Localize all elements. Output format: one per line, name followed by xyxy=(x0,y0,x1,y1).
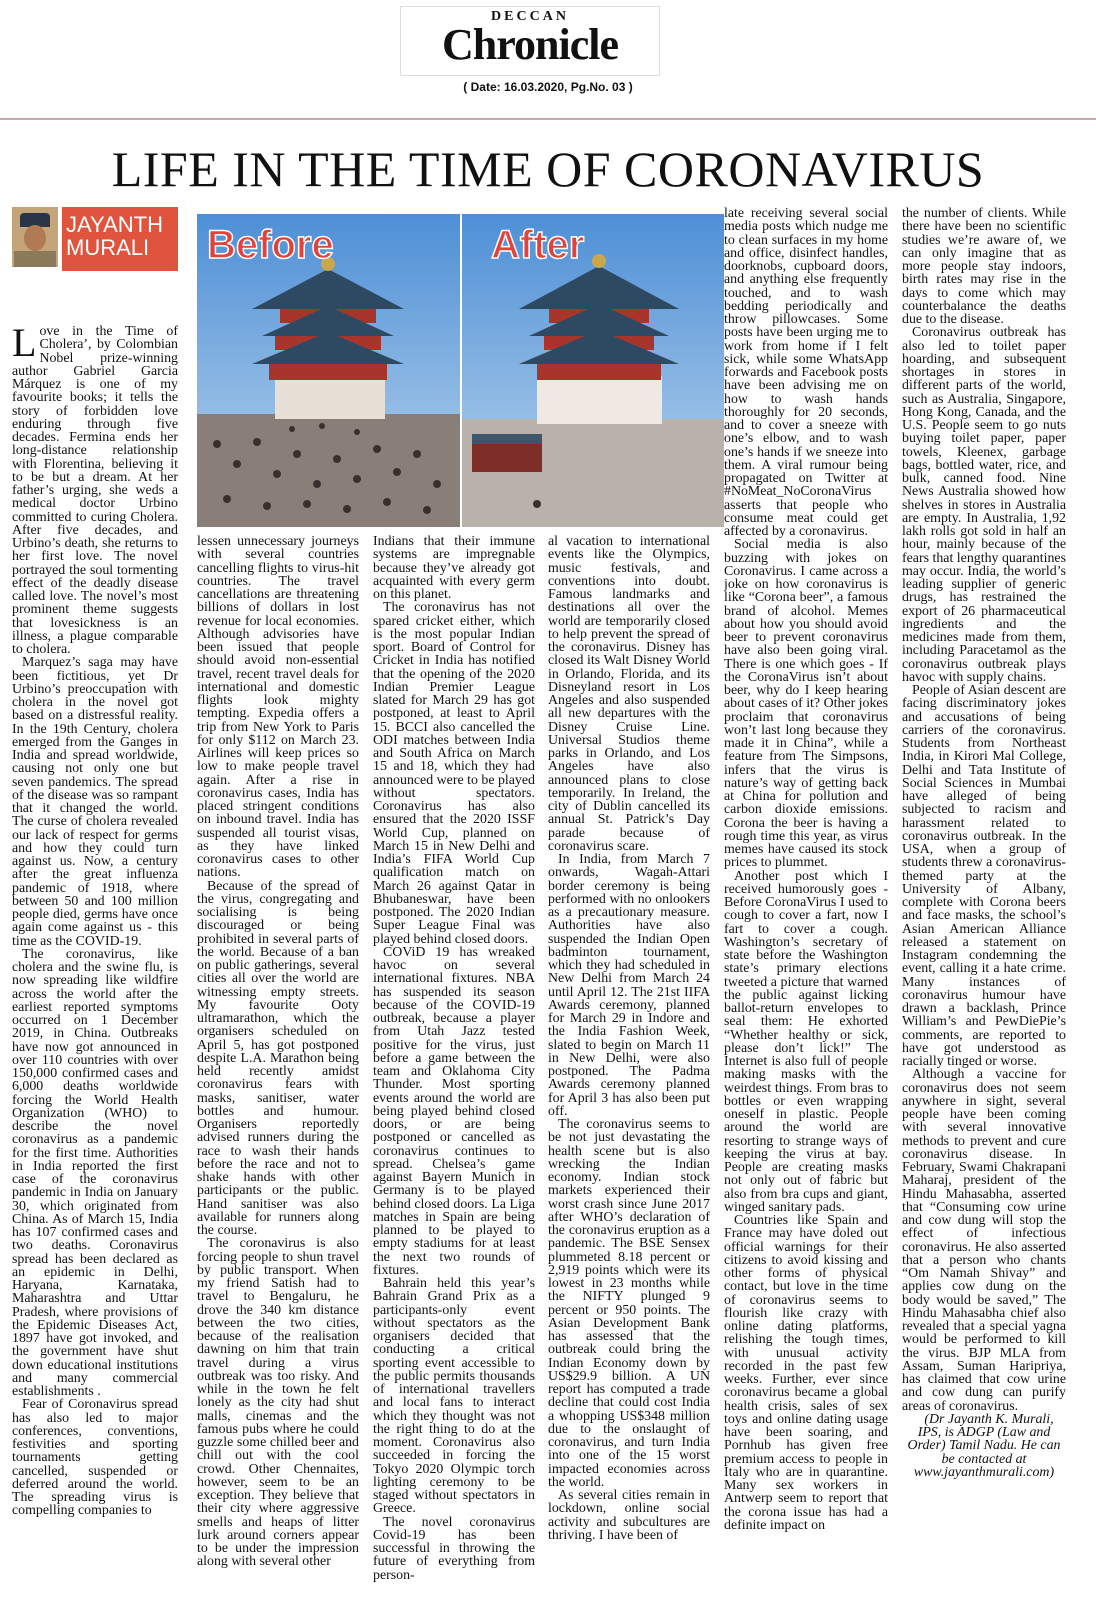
masthead-logo xyxy=(400,6,660,76)
author-last-name: MURALI xyxy=(66,235,150,260)
paragraph: Although a vaccine for coronavirus does not seem anywhere in sight, several people have been coming with several innovative methods to prevent and cure coronavirus disease. In February, Swami Chakrapani Maharaj, president of the Hindu Mahasabha, asserted that “Consuming cow urine and cow dung will stop the effect of infectious coronavirus. He also asserted that a person who chants “Om Namah Shivay” and applies cow dung on the body would be saved,” The Hindu Mahasabha chief also revealed that a special yagna would be performed to kill the virus. BJP MLA from Assam, Suman Haripriya, has claimed that cow urine and cow dung can purify areas of coronavirus. xyxy=(902,1067,1066,1414)
paragraph: Social media is also buzzing with jokes on Coronavirus. I came across a joke on how coronavirus is like “Corona beer”, a famous brand of alcohol. Memes about how you should avoid beer to prevent coronavirus have also been going viral. There is one which goes - If the CoronaVirus isn’t about beer, why do I keep hearing about cases of it? Other jokes proclaim that coronavirus won’t last long because they made it in China”, while a feature from The Simpsons, infers that the virus is nature’s way of getting back at China for pollution and carbon dioxide emissions. Corona the beer is having a rough time this year, as virus memes have caused its stock prices to plummet. xyxy=(724,537,888,871)
paragraph: In India, from March 7 onwards, Wagah-Attari border ceremony is being performed with no onlookers as a precautionary measure. Authorities have also suspended the Indian Open badminton tournament, which they had scheduled in New Delhi from March 24 until April 12. The 21st IIFA Awards ceremony, planned for March 29 in Indore and the India Fashion Week, slated to begin on March 11 in New Delhi, were also postponed. The Padma Awards ceremony planned for April 3 has also been put off. xyxy=(548,852,710,1119)
drop-cap: L xyxy=(12,325,37,365)
author-signature: (Dr Jayanth K. Murali, IPS, is ADGP (Law and Order) Tamil Nadu. He can be contacted at www.jayanthmurali.com) xyxy=(907,1411,1061,1480)
article-column-1 xyxy=(12,325,178,1595)
paragraph: COViD 19 has wreaked havoc on several international fixtures. NBA has suspended its season because of the COVID-19 outbreak, because a player from Utah Jazz tested positive for the virus, just before a game between the team and Oklahoma City Thunder. Most sporting events around the world are being played behind closed doors, or are being postponed or cancelled as coronavirus continues to spread. Chelsea’s game against Bayern Munich in Germany is to be played behind closed doors. La Liga matches in Spain are being planned to be played to empty stadiums for at least the next two rounds of fixtures. xyxy=(373,944,535,1278)
author-first-name: JAYANTH xyxy=(66,212,163,237)
author-name-box xyxy=(62,207,178,271)
article-column-3 xyxy=(373,535,535,1595)
paragraph: Indians that their immune systems are impregnable because they’ve already got acquainted with every germ on this planet. xyxy=(373,535,535,602)
article-column-6 xyxy=(902,207,1066,1595)
paragraph: Another post which I received humorously goes - Before CoronaVirus I used to cough to cover a fart, now I fart to cover a cough. Washington’s secretary of state before the Washington state’s primary elections tweeted a picture that warned the public against licking ballot-return envelopes to seal them: He exhorted “Whether healthy or sick, please don’t lick!” The Internet is also full of people making masks with the weirdest things. From bras to bottles or even wrapping oneself in plastic. People around the world are resorting to strange ways of keeping the virus at bay. People are creating masks not only out of fabric but also from bra cups and giant, winged sanitary pads. xyxy=(724,868,888,1215)
paragraph: The coronavirus seems to be not just devastating the health scene but is also wrecking the Indian economy. Indian stock markets experienced their worst crash since June 2017 after WHO’s declaration of the coronavirus eruption as a pandemic. The BSE Sensex plummeted 8.18 percent or 2,919 points which were its lowest in 23 months while the NIFTY plunged 9 percent or 950 points. The Asian Development Bank has assessed that the outbreak could bring the Indian Economy down by US$29.9 billion. A UN report has computed a trade decline that could cost India a whopping US$348 million due to the onslaught of coronavirus, and turn India into one of the 15 worst impacted economies across the world. xyxy=(548,1117,710,1490)
masthead-top-word: DECCAN xyxy=(491,9,569,24)
article-column-5 xyxy=(724,207,888,1595)
article-column-2 xyxy=(197,535,359,1595)
paragraph: The coronavirus is also forcing people to shun travel by public transport. When my friend Satish had to travel to Bengaluru, he drove the 340 km distance between the two cities, because of the realisation dawning on him that train travel during a virus outbreak was too risky. And while in the town he felt lonely as the city had shut malls, cinemas and the famous pubs where he could guzzle some chilled beer and chill out with the cool crowd. Other Chennaites, however, seem to be an exception. They believe that their city where aggressive smells and heaps of litter lurk around corners appear to be under the impression along with several other xyxy=(197,1236,359,1570)
paragraph: The novel coronavirus Covid-19 has been successful in throwing the future of everything from person- xyxy=(373,1514,535,1583)
paragraph: Countries like Spain and France may have doled out official warnings for their citizens to avoid kissing and other forms of physical contact, but love in the time of coronavirus seems to flourish like crazy with online dating platforms, relishing the tough times, with unusual activity recorded in the past few weeks. Further, ever since coronavirus became a global health crisis, sales of sex toys and online dating usage have been soaring, and Pornhub has given free premium access to people in Italy who are in quarantine. Many sex workers in Antwerp seem to report that the corona issue has had a definite impact on xyxy=(724,1213,888,1533)
paragraph: Fear of Coronavirus spread has also led to major conferences, conventions, festivities and sporting tournaments getting cancelled, suspended or deferred around the world. The spreading virus is compelling companies to xyxy=(12,1397,178,1519)
before-after-photo xyxy=(197,214,724,527)
byline xyxy=(12,207,178,275)
paragraph: Marquez’s saga may have been fictitious, yet Dr Urbino’s preoccupation with cholera in the novel got based on a distressful reality. In the 19th Century, cholera emerged from the Ganges in India and spread worldwide, causing not only one but seven pandemics. The spread of the disease was so rampant that it changed the world. The curse of cholera revealed our lack of respect for germs and how they could turn against us. Now, a century after the great influenza pandemic of 1918, where between 50 and 100 million people died, germs have once again come against us - this time as the COVID-19. xyxy=(12,655,178,949)
paragraph: lessen unnecessary journeys with several countries cancelling flights to virus-hit countries. The travel cancellations are threatening billions of dollars in lost revenue for local economies. Although advisories have been issued that people should avoid non-essential travel, recent travel deals for international and domestic flights look mighty tempting. Expedia offers a trip from New York to Paris for only $112 on March 23. Airlines will keep prices so low to make people travel again. After a rise in coronavirus cases, India has placed stringent conditions on inbound travel. India has suspended all tourist visas, as they have linked coronavirus cases to other nations. xyxy=(197,535,359,881)
paragraph: Coronavirus outbreak has also led to toilet paper hoarding, and subsequent shortages in stores in different parts of the world, such as Australia, Singapore, Hong Kong, Canada, and the U.S. People seem to go nuts buying toilet paper, paper towels, Kleenex, garbage bags, bottled water, rice, and bulk, canned food. Nine News Australia showed how shelves in stores in Australia are empty. In Australia, 1,92 lakh rolls got sold in half an hour, mainly because of the fears that lengthy quarantines may occur. India, the world’s leading supplier of generic drugs, has restrained the export of 26 pharmaceutical ingredients and the medicines made from them, including Paracetamol as the coronavirus outbreak plays havoc with supply chains. xyxy=(902,325,1066,685)
paragraph: al vacation to international events like the Olympics, music festivals, and conventions into doubt. Famous landmarks and destinations all over the world are temporarily closed to help prevent the spread of the coronavirus. Disney has closed its Walt Disney World in Orlando, Florida, and its Disneyland resort in Los Angeles and also suspended all new departures with the Disney Cruise Line. Universal Studios theme parks in Orlando, and Los Angeles have also announced plans to close temporarily. In Ireland, the city of Dublin cancelled its annual St. Patrick’s Day parade because of coronavirus scare. xyxy=(548,535,710,854)
masthead-main-word: Chronicle xyxy=(442,20,618,69)
article-column-4 xyxy=(548,535,710,1595)
author-photo xyxy=(12,207,58,267)
before-label: Before xyxy=(207,223,334,267)
paragraph: The coronavirus has not spared cricket either, which is the most popular Indian sport. Board of Control for Cricket in India has notified that the opening of the 2020 Indian Premier League slated for March 29 has got postponed, at least to April 15. BCCI also cancelled the ODI matches between India and South Africa on March 15 and 18, which they had announced were to be played without spectators. Coronavirus has also ensured that the 2020 ISSF World Cup, planned on March 15 in New Delhi and India’s FIFA World Cup qualification match on March 26 against Qatar in Bhubaneswar, have been postponed. The 2020 Indian Super League Final was played behind closed doors. xyxy=(373,600,535,947)
paragraph: The coronavirus, like cholera and the swine flu, is now spreading like wildfire across the world after the earliest reported symptoms occurred on 1 December 2019, in China. Outbreaks have now got announced in over 110 countries with over 150,000 confirmed cases and 6,000 deaths worldwide forcing the World Health Organization (WHO) to describe the novel coronavirus as a pandemic for the first time. Authorities in India reported the first case of the coronavirus pandemic in India on January 30, which originated from China. As of March 15, India has 107 confirmed cases and two deaths. Coronavirus spread has been declared as an epidemic in Delhi, Haryana, Karnataka, Maharashtra and Uttar Pradesh, where provisions of the Epidemic Diseases Act, 1897 have got invoked, and the government have shut down educational institutions and many commercial establishments . xyxy=(12,946,178,1399)
paragraph: People of Asian descent are facing discriminatory jokes and accusations of being carriers of the coronavirus. Students from Northeast India, in Kirori Mal College, Delhi and Tata Institute of Social Sciences in Mumbai have alleged of being subjected to racism and harassment related to coronavirus outbreak. In the USA, when a group of students threw a coronavirus-themed party at the University of Albany, complete with Corona beers and face masks, the school’s Asian American Alliance released a statement on Instagram condemning the event, calling it a hate crime. Many instances of coronavirus humour have drawn a backlash, Prince William’s and PewDiePie’s comments, are reported to have got understood as racially tinged or worse. xyxy=(902,683,1066,1069)
paragraph: ove in the Time of Cholera’, by Colombian Nobel prize-winning author Gabriel Garcia Márquez is one of my favourite books; it tells the story of forbidden love enduring through five decades. Fermina ends her long-distance relationship with Florentina, believing it to be but a dream. At her father’s urging, she weds a medical doctor Urbino committed to curing Cholera. After five decades, and Urbino’s death, she returns to her first love. The novel portrayed the soul tormenting effect of the deadly disease called love. The novel’s most prominent theme suggests that lovesickness is an illness, a plague comparable to cholera. xyxy=(12,325,178,657)
paragraph: Because of the spread of the virus, congregating and socialising is being discouraged or being prohibited in several parts of the world. Because of a ban on public gatherings, several cities all over the world are witnessing empty streets. My favourite Ooty ultramarathon, which the organisers scheduled on April 5, has got postponed despite L.A. Marathon being held recently amidst coronavirus fears with masks, sanitiser, water bottles and humour. Organisers reportedly advised runners during the race to wash their hands before the race and not to shake hands with other participants or the public. Hand sanitiser was also available for runners along the course. xyxy=(197,878,359,1238)
paragraph: late receiving several social media posts which nudge me to clean surfaces in my home and office, disinfect handles, doorknobs, cupboard doors, and anything else frequently touched, and to wash bedding periodically and throw pillowcases. Some posts have been urging me to work from home if I felt sick, while some WhatsApp forwards and Facebook posts have been advising me on how to wash hands thoroughly for 20 seconds, and to cover a sneeze with one’s elbow, and to wash one’s hands if we sneeze into them. A viral rumour being propagated on Twitter at #NoMeat_NoCoronaVirus asserts that people who consume meat could get affected by a coronavirus. xyxy=(724,207,888,539)
paragraph: the number of clients. While there have been no scientific studies we’re aware of, we can only imagine that as more people stay indoors, birth rates may rise in the days to come which may counterbalance the deaths due to the disease. xyxy=(902,207,1066,327)
after-label: After xyxy=(491,223,585,267)
paragraph: Bahrain held this year’s Bahrain Grand Prix as a participants-only event without spectators as the organisers decided that conducting a critical sporting event accessible to the public permits thousands of international travellers and local fans to interact which they thought was not the right thing to do at the moment. Coronavirus also succeeded in forcing the Tokyo 2020 Olympic torch lighting ceremony to be staged without spectators in Greece. xyxy=(373,1276,535,1517)
page-title: LIFE IN THE TIME OF CORONAVIRUS xyxy=(111,141,985,197)
header-divider xyxy=(0,118,1096,120)
before-panel xyxy=(197,214,460,527)
dateline: ( Date: 16.03.2020, Pg.No. 03 ) xyxy=(463,80,633,94)
after-panel xyxy=(462,214,724,527)
paragraph: As several cities remain in lockdown, online social activity and subcultures are thriving. I have been of xyxy=(548,1488,710,1543)
